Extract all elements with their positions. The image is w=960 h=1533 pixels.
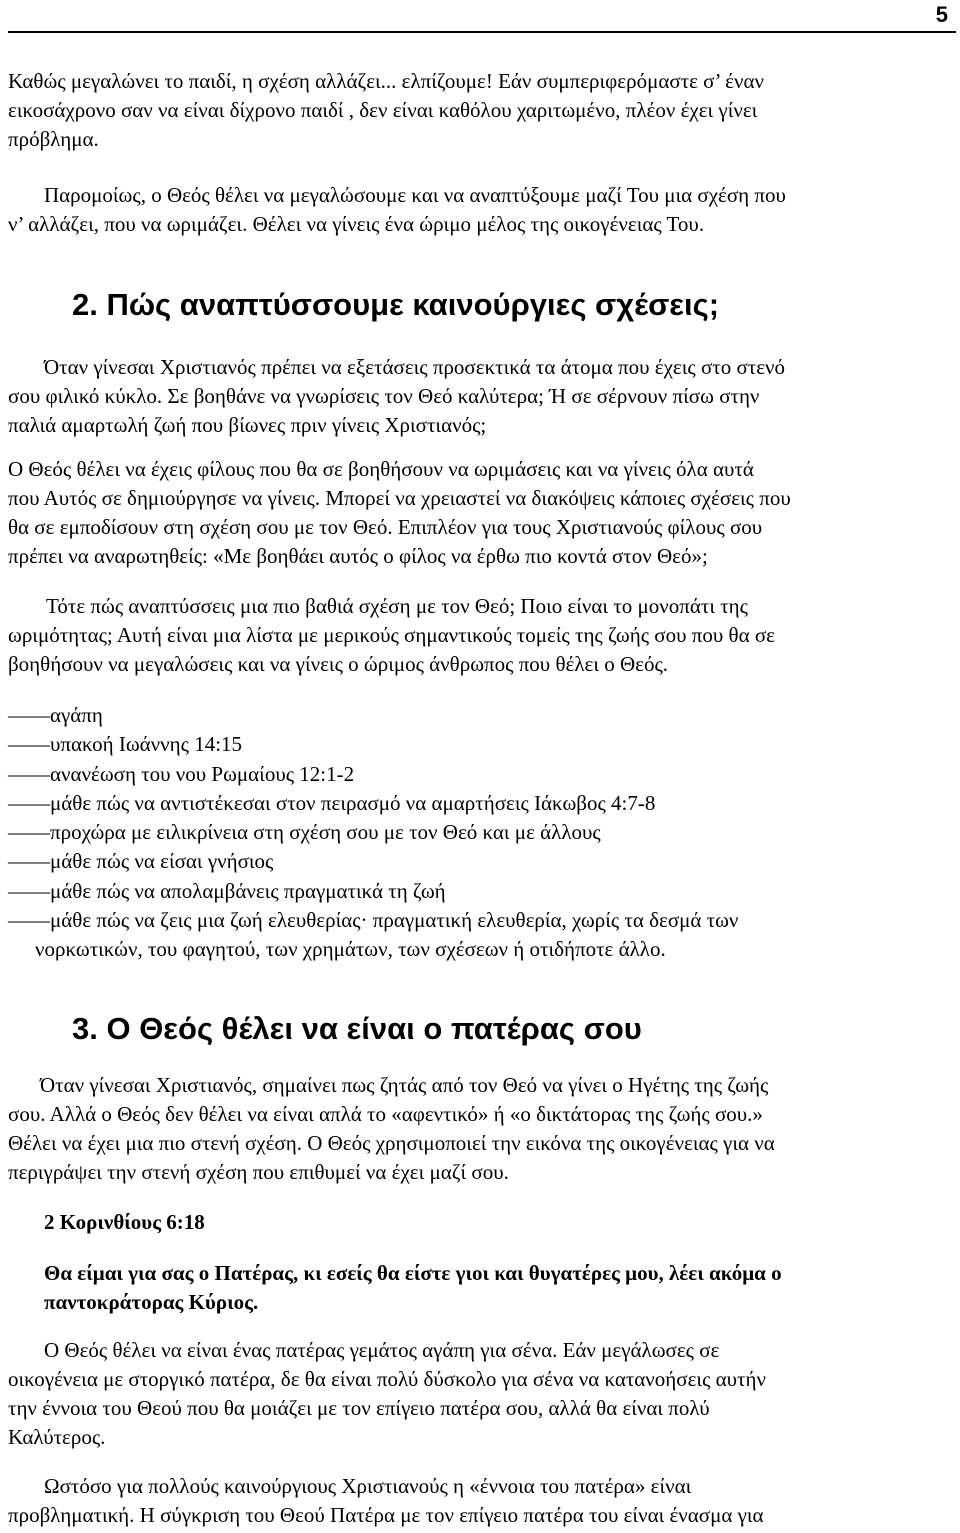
text-line: Όταν γίνεσαι Χριστιανός πρέπει να εξετάσεις προσεκτικά τα άτομα που έχεις στο στενό <box>44 355 786 379</box>
text-line: σου. Αλλά ο Θεός δεν θέλει να είναι απλά το «αφεντικό» ή «ο δικτάτορας της ζωής σου.» <box>8 1102 763 1126</box>
text-line: που Αυτός σε δημιούργησε να γίνεις. Μπορεί να χρειαστεί να διακόψεις κάποιες σχέσεις που <box>8 486 791 510</box>
page-number: 5 <box>935 2 948 27</box>
list-item: ——μάθε πώς να απολαμβάνεις πραγματικά τη ζωή <box>8 878 446 903</box>
paragraph-god-wants-growth <box>8 181 952 239</box>
list-item: ——μάθε πώς να ζεις μια ζωή ελευθερίας· πραγματική ελευθερία, χωρίς τα δεσμά των <box>8 908 739 933</box>
text-line: ν’ αλλάζει, που να ωριμάζει. Θέλει να γίνεις ένα ώριμο μέλος της οικογένειας Του. <box>8 212 705 236</box>
list-item: ——αγάπη <box>8 703 103 727</box>
text-line: προβληματική. Η σύγκριση του Θεού Πατέρα με τον επίγειο πατέρα του είναι ένασμα για <box>8 1503 764 1527</box>
text-line: Παρομοίως, ο Θεός θέλει να μεγαλώσουμε και να αναπτύξουμε μαζί Του μια σχέση που <box>44 183 786 207</box>
paragraph-deeper-relationship <box>8 592 952 679</box>
list-item: ——μάθε πώς να είσαι γνήσιος <box>8 849 274 874</box>
text-line: ωριμότητας; Αυτή είναι μια λίστα με μερικούς σημαντικούς τομείς της ζωής σου που θα σε <box>8 623 775 647</box>
text-line: Θέλει να έχει μια πιο στενή σχέση. Ο Θεός χρησιμοποιεί την εικόνα της οικογένειας για να <box>8 1131 775 1155</box>
text-line: Καλύτερος. <box>8 1425 106 1449</box>
maturity-list <box>8 701 952 965</box>
list-item: ——προχώρα με ειλικρίνεια στη σχέση σου με τον Θεό και με άλλους <box>8 820 601 845</box>
list-item: ——ανανέωση του νου Ρωμαίους 12:1-2 <box>8 761 355 786</box>
text-line: Τότε πώς αναπτύσσεις μια πιο βαθιά σχέση με τον Θεό; Ποιο είναι το μονοπάτι της <box>46 594 748 618</box>
text-line: πρόβλημα. <box>8 127 99 151</box>
paragraph-god-as-father <box>8 1071 952 1187</box>
list-item-continuation: νορκωτικών, του φαγητού, των χρημάτων, των σχέσεων ή οτιδήποτε άλλο. <box>35 937 666 962</box>
text-line: παλιά αμαρτωλή ζωή που βίωνες πριν γίνεις Χριστιανός; <box>8 413 487 437</box>
text-line: Ο Θεός θέλει να έχεις φίλους που θα σε βοηθήσουν να ωριμάσεις και να γίνεις όλα αυτά <box>8 457 754 481</box>
section-heading-3: 3. Ο Θεός θέλει να είναι ο πατέρας σου <box>72 1011 642 1046</box>
paragraph-loving-father <box>8 1336 952 1452</box>
text-line: σου φιλικό κύκλο. Σε βοηθάνε να γνωρίσεις τον Θεό καλύτερα; Ή σε σέρνουν πίσω στην <box>8 384 760 408</box>
section-heading-2: 2. Πώς αναπτύσσουμε καινούργιες σχέσεις; <box>72 287 720 322</box>
text-line: την έννοια του Θεού που θα μοιάζει με τον επίγειο πατέρα σου, αλλά θα είναι πολύ <box>8 1396 710 1420</box>
text-line: θα σε εμποδίσουν στη σχέση σου με τον Θεό. Επιπλέον για τους Χριστιανούς φίλους σου <box>8 515 763 539</box>
text-line: παντοκράτορας Κύριος. <box>44 1290 259 1314</box>
verse-reference: 2 Κορινθίους 6:18 <box>44 1210 205 1234</box>
text-line: εικοσάχρονο σαν να είναι δίχρονο παιδί , δεν είναι καθόλου χαριτωμένο, πλέον έχει γίνει <box>8 98 758 122</box>
text-line: οικογένεια με στοργικό πατέρα, δε θα είναι πολύ δύσκολο για σένα να κατανοήσεις αυτήν <box>8 1367 766 1391</box>
text-line: περιγράψει την στενή σχέση που επιθυμεί να έχει μαζί σου. <box>8 1160 509 1184</box>
list-item: ——μάθε πώς να αντιστέκεσαι στον πειρασμό να αμαρτήσεις Ιάκωβος 4:7-8 <box>8 790 656 815</box>
paragraph-friends-help <box>8 455 952 571</box>
text-line: Ο Θεός θέλει να είναι ένας πατέρας γεμάτος αγάπη για σένα. Εάν μεγάλωσες σε <box>44 1338 720 1362</box>
list-item: ——υπακοή Ιωάννης 14:15 <box>8 732 243 757</box>
paragraph-growing-relationship <box>8 67 952 154</box>
text-line: Καθώς μεγαλώνει το παιδί, η σχέση αλλάζει... ελπίζουμε! Εάν συμπεριφερόμαστε σ’ έναν <box>8 69 764 93</box>
text-line: βοηθήσουν να μεγαλώσεις και να γίνεις ο ώριμος άνθρωπος που θέλει ο Θεός. <box>8 652 669 676</box>
text-line: Ωστόσο για πολλούς καινούργιους Χριστιανούς η «έννοια του πατέρα» είναι <box>44 1474 692 1498</box>
header-rule <box>8 31 956 33</box>
text-line: πρέπει να αναρωτηθείς: «Με βοηθάει αυτός ο φίλος να έρθω πιο κοντά στον Θεό»; <box>8 544 708 568</box>
paragraph-father-concept <box>8 1472 952 1530</box>
verse-text <box>44 1259 952 1317</box>
text-line: Θα είμαι για σας ο Πατέρας, κι εσείς θα είστε γιοι και θυγατέρες μου, λέει ακόμα ο <box>44 1261 782 1285</box>
text-line: Όταν γίνεσαι Χριστιανός, σημαίνει πως ζητάς από τον Θεό να γίνει ο Ηγέτης της ζωής <box>40 1073 769 1097</box>
paragraph-new-friends <box>8 353 952 440</box>
